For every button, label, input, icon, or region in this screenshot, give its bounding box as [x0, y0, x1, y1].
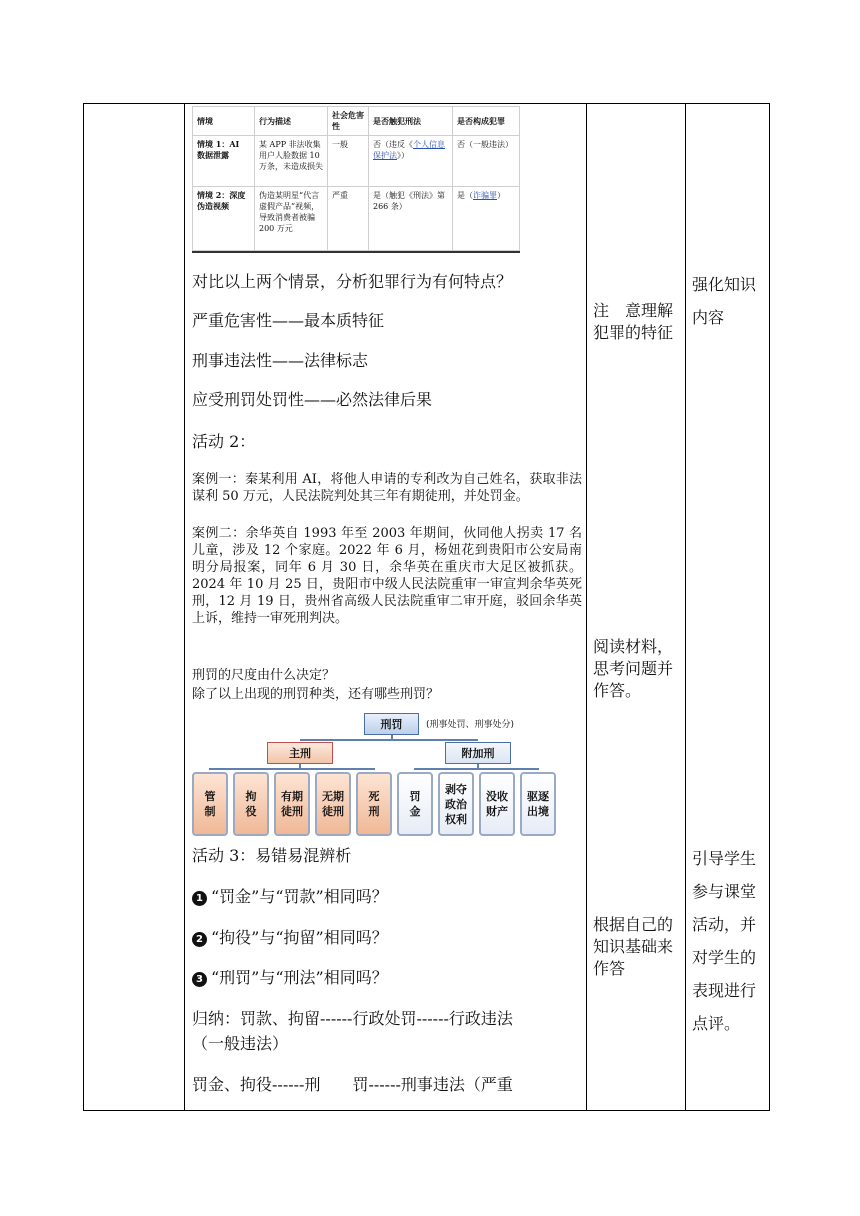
leaf-item: 管 制: [192, 772, 228, 836]
situation-cell: 情境 2：深度伪造视频: [193, 186, 255, 250]
question-item: 2 “拘役”与“拘留”相同吗？: [192, 928, 388, 948]
summary-text: 罚金、拘役------刑 罚------刑事违法（严重: [192, 1075, 513, 1094]
crime-text: 是（: [457, 190, 473, 200]
header-law: 是否触犯刑法: [369, 107, 453, 136]
column-divider: [586, 104, 587, 1110]
punishment-diagram: [192, 713, 558, 839]
harm-cell: 严重: [328, 186, 369, 250]
number-badge: 3: [192, 972, 207, 987]
feature-text: 严重危害性——最本质特征: [192, 311, 385, 330]
behavior-cell: 某 APP 非法收集用户人脸数据 10 万条，未造成损失: [255, 136, 328, 187]
diagram-note: (刑事处罚、刑事处分): [426, 720, 515, 730]
number-badge: 1: [192, 891, 207, 906]
situation-table: [192, 106, 520, 253]
question-item: 1 “罚金”与“罚款”相同吗？: [192, 887, 388, 907]
summary-text: （一般违法）: [192, 1034, 289, 1053]
law-text: 否（违反《: [373, 140, 413, 149]
leaf-item: 驱逐 出境: [520, 772, 556, 836]
harm-cell: 一般: [328, 136, 369, 187]
question-text: 对比以上两个情景，分析犯罪行为有何特点？: [192, 272, 513, 291]
case-text: 案例二：余华英自 1993 年至 2003 年期间，伙同他人拐卖 17 名儿童，涉及 12 个家庭。2022 年 6 月，杨妞花到贵阳市公安局南明分局报案，同年 6 月 30 日，余华英在重庆市大足区被抓获。2024 年 10 月 25 日，贵阳市中级人民法院重审一审宣判余华英死刑，12 月 19 日，贵州省高级人民法院重审二审开庭，驳回余华英上诉，维持一审死刑判决。: [192, 526, 582, 626]
law-text: 》）: [397, 151, 409, 160]
connector: [299, 764, 301, 769]
student-note: 阅读材料，思考问题并作答。: [593, 637, 674, 700]
leaf-item: 拘 役: [233, 772, 269, 836]
feature-text: 刑事违法性——法律标志: [192, 351, 369, 370]
student-note: 根据自己的知识基础来作答: [593, 915, 674, 978]
leaf-item: 无期 徒刑: [315, 772, 351, 836]
question-text: 除了以上出现的刑罚种类，还有哪些刑罚？: [192, 687, 440, 702]
summary-text: 归纳：罚款、拘留------行政处罚------行政违法: [192, 1009, 513, 1028]
diagram-main: 主刑: [267, 742, 333, 764]
leaf-item: 死 刑: [356, 772, 392, 836]
design-note: 强化知识内容: [692, 275, 757, 327]
header-harm: 社会危害性: [328, 107, 369, 136]
leaf-item: 没收 财产: [479, 772, 515, 836]
law-cell: 是（触犯《刑法》第 266 条）: [369, 186, 453, 250]
column-divider: [685, 104, 686, 1110]
activity-heading: 活动 3：易错易混辨析: [192, 846, 352, 865]
connector: [209, 768, 375, 770]
header-situation: 情境: [193, 107, 255, 136]
law-cell: [369, 136, 453, 187]
case-text: 案例一：秦某利用 AI，将他人申请的专利改为自己姓名，获取非法谋利 50 万元，人民法院判处其三年有期徒刑，并处罚金。: [192, 472, 582, 504]
question-text: 刑罚的尺度由什么决定？: [192, 668, 336, 683]
behavior-cell: 伪造某明星“代言虚假产品”视频，导致消费者被骗 200 万元: [255, 186, 328, 250]
feature-text: 应受刑罚处罚性——必然法律后果: [192, 390, 433, 409]
student-note: 注 意理解犯罪的特征: [593, 301, 674, 342]
question-item: 3 “刑罚”与“刑法”相同吗？: [192, 968, 388, 988]
activity-heading: 活动 2：: [192, 432, 256, 451]
crime-cell: 否（一般违法）: [453, 136, 520, 187]
number-badge: 2: [192, 932, 207, 947]
crime-cell: [453, 186, 520, 250]
header-behavior: 行为描述: [255, 107, 328, 136]
lesson-table: [83, 103, 770, 1111]
leaf-item: 有期 徒刑: [274, 772, 310, 836]
law-link[interactable]: 个人信息保护法: [373, 140, 445, 160]
design-note: 引导学生参与课堂活动，并对学生的表现进行点评。: [692, 849, 757, 1033]
diagram-root: 刑罚: [364, 713, 419, 735]
connector: [300, 739, 478, 741]
leaf-item: 罚 金: [397, 772, 433, 836]
crime-link[interactable]: 诈骗罪: [473, 190, 497, 200]
connector: [477, 764, 479, 769]
situation-cell: 情境 1：AI 数据泄露: [193, 136, 255, 187]
crime-text: ）: [497, 190, 505, 200]
leaf-item: 剥夺 政治 权利: [438, 772, 474, 836]
diagram-additional: 附加刑: [445, 742, 511, 764]
header-crime: 是否构成犯罪: [453, 107, 520, 136]
column-divider: [184, 104, 185, 1110]
